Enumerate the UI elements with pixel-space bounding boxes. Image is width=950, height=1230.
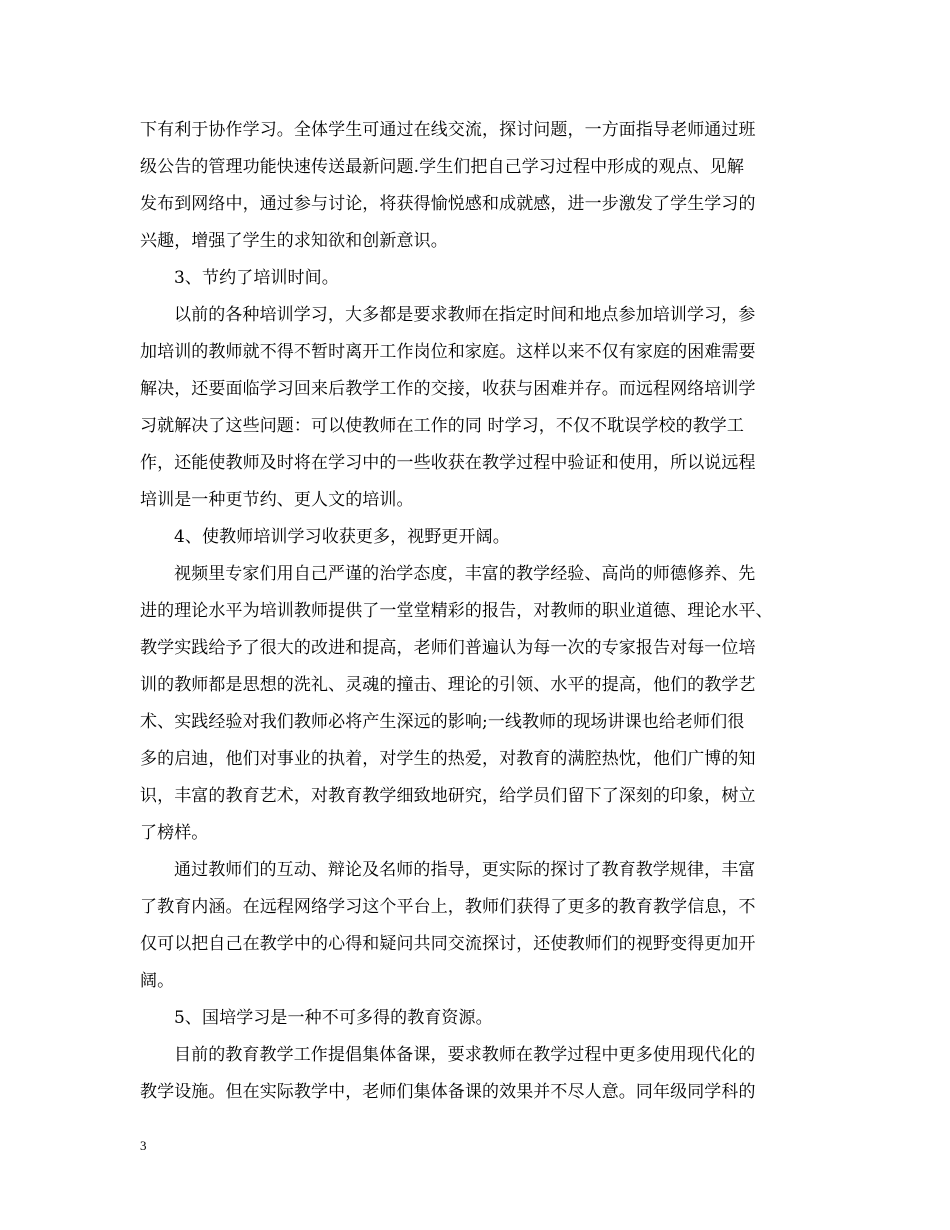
text-line: 通过教师们的互动、辩论及名师的指导，更实际的探讨了教育教学规律，丰富 bbox=[174, 860, 756, 880]
text-line: 作，还能使教师及时将在学习中的一些收获在教学过程中验证和使用，所以说远程 bbox=[140, 453, 756, 473]
text-line: 术、实践经验对我们教师必将产生深远的影响;一线教师的现场讲课也给老师们很 bbox=[140, 712, 745, 732]
text-line: 了榜样。 bbox=[140, 823, 209, 843]
text-line: 教学设施。但在实际教学中，老师们集体备课的效果并不尽人意。同年级同学科的 bbox=[140, 1082, 756, 1102]
text-line: 下有利于协作学习。全体学生可通过在线交流，探讨问题，一方面指导老师通过班 bbox=[140, 120, 756, 140]
text-line: 教学实践给予了很大的改进和提高，老师们普遍认为每一次的专家报告对每一位培 bbox=[140, 638, 756, 658]
text-line: 级公告的管理功能快速传送最新问题.学生们把自己学习过程中形成的观点、见解 bbox=[140, 157, 745, 177]
text-line: 进的理论水平为培训教师提供了一堂堂精彩的报告，对教师的职业道德、理论水平、 bbox=[140, 601, 773, 621]
text-line: 习就解决了这些问题：可以使教师在工作的同 时学习，不仅不耽误学校的教学工 bbox=[140, 416, 745, 436]
text-line: 识，丰富的教育艺术，对教育教学细致地研究，给学员们留下了深刻的印象，树立 bbox=[140, 786, 756, 806]
section-heading: 5、国培学习是一种不可多得的教育资源。 bbox=[174, 1008, 493, 1028]
text-line: 训的教师都是思想的洗礼、灵魂的撞击、理论的引领、水平的提高，他们的教学艺 bbox=[140, 675, 756, 695]
text-line: 仅可以把自己在教学中的心得和疑问共同交流探讨，还使教师们的视野变得更加开 bbox=[140, 934, 756, 954]
text-line: 多的启迪，他们对事业的执着，对学生的热爱，对教育的满腔热忱，他们广博的知 bbox=[140, 749, 756, 769]
text-line: 加培训的教师就不得不暂时离开工作岗位和家庭。这样以来不仅有家庭的困难需要 bbox=[140, 342, 756, 362]
text-line: 视频里专家们用自己严谨的治学态度，丰富的教学经验、高尚的师德修养、先 bbox=[174, 564, 756, 584]
text-line: 兴趣，增强了学生的求知欲和创新意识。 bbox=[140, 231, 448, 251]
text-line: 培训是一种更节约、更人文的培训。 bbox=[140, 490, 414, 510]
text-line: 目前的教育教学工作提倡集体备课，要求教师在教学过程中更多使用现代化的 bbox=[174, 1045, 756, 1065]
text-line: 解决，还要面临学习回来后教学工作的交接，收获与困难并存。而远程网络培训学 bbox=[140, 379, 756, 399]
text-line: 发布到网络中，通过参与讨论，将获得愉悦感和成就感，进一步激发了学生学习的 bbox=[140, 194, 756, 214]
text-line: 以前的各种培训学习，大多都是要求教师在指定时间和地点参加培训学习，参 bbox=[174, 305, 756, 325]
text-line: 阔。 bbox=[140, 971, 175, 991]
section-heading: 3、节约了培训时间。 bbox=[174, 268, 339, 288]
text-line: 了教育内涵。在远程网络学习这个平台上，教师们获得了更多的教育教学信息，不 bbox=[140, 897, 756, 917]
page-number: 3 bbox=[140, 1138, 147, 1153]
section-heading: 4、使教师培训学习收获更多，视野更开阔。 bbox=[174, 527, 510, 547]
